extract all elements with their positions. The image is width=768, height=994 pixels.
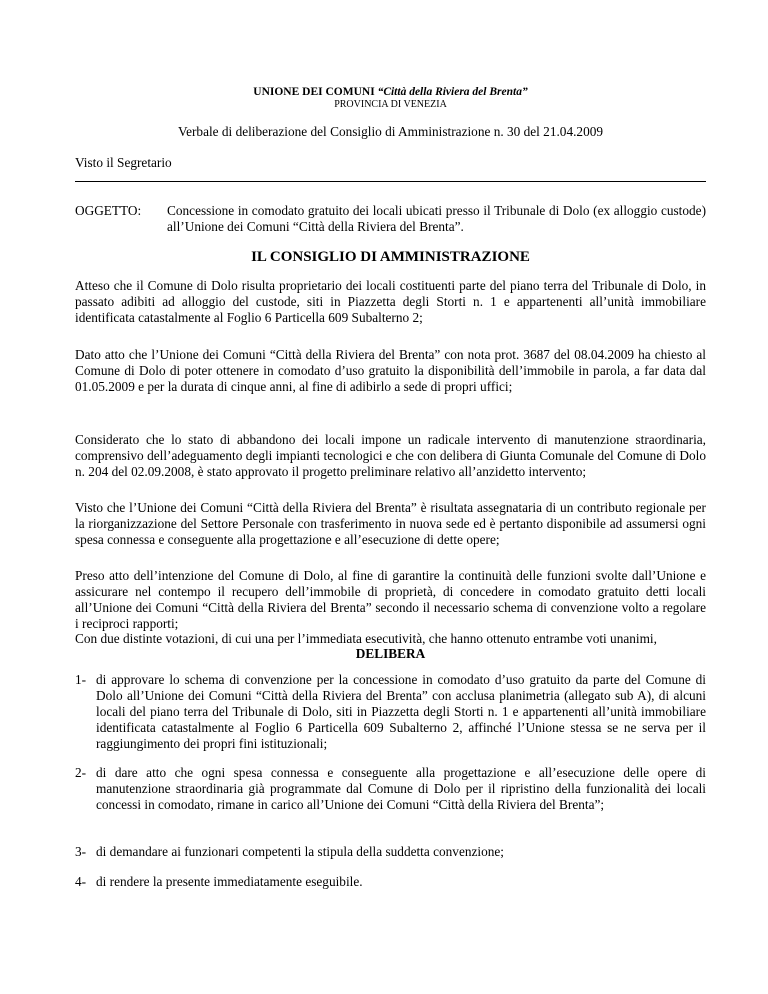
council-title: IL CONSIGLIO DI AMMINISTRAZIONE bbox=[251, 249, 530, 265]
oggetto-text: Concessione in comodato gratuito dei locali ubicati presso il Tribunale di Dolo (ex alloggio custode) all’Unione dei Comuni “Città della Riviera del Brenta”. bbox=[167, 203, 706, 234]
list-item-text: di dare atto che ogni spesa connessa e conseguente alla progettazione e all’esecuzione delle opere di manutenzione straordinaria già programmate dal Comune di Dolo per il ripristino della funzionalità dei locali concessi in comodato, rimane in carico all’Unione dei Comuni “Città della Riviera del Brenta”; bbox=[96, 765, 706, 812]
verbale-line: Verbale di deliberazione del Consiglio di Amministrazione n. 30 del 21.04.2009 bbox=[177, 124, 604, 139]
list-item-text: di demandare ai funzionari competenti la stipula della suddetta convenzione; bbox=[96, 844, 504, 859]
list-item-number: 1- bbox=[75, 672, 87, 687]
list-item-number: 3- bbox=[75, 844, 87, 859]
horizontal-rule bbox=[75, 181, 706, 182]
visto-segretario: Visto il Segretario bbox=[75, 155, 172, 170]
paragraph-considerato: Considerato che lo stato di abbandono dei locali impone un radicale intervento di manutenzione straordinaria, comprensivo dell’adeguamento degli impianti tecnologici e che con delibera di Giunta Comunale del Comune di Dolo n. 204 del 02.09.2008, è stato approvato il progetto preliminare relativo all’anzidetto intervento; bbox=[75, 432, 706, 479]
list-item-text: di rendere la presente immediatamente eseguibile. bbox=[96, 874, 363, 889]
paragraph-dato-atto: Dato atto che l’Unione dei Comuni “Città della Riviera del Brenta” con nota prot. 3687 del 08.04.2009 ha chiesto al Comune di Dolo di poter ottenere in comodato d’uso gratuito la disponibilità dell’immobile in parola, a far data dal 01.05.2009 e per la durata di cinque anni, al fine di adibirlo a sede di propri uffici; bbox=[75, 347, 706, 394]
delibera-heading: DELIBERA bbox=[355, 646, 426, 661]
province-subheading: PROVINCIA DI VENEZIA bbox=[334, 99, 447, 110]
paragraph-atteso: Atteso che il Comune di Dolo risulta proprietario dei locali costituenti parte del piano terra del Tribunale di Dolo, in passato adibiti ad alloggio del custode, siti in Piazzetta degli Storti n. 1 e appartenenti all’unità immobiliare identificata catastalmente al Foglio 6 Particella 609 Subalterno 2; bbox=[75, 278, 706, 325]
list-item-text: di approvare lo schema di convenzione per la concessione in comodato d’uso gratuito da parte del Comune di Dolo all’Unione dei Comuni “Città della Riviera del Brenta” con acclusa planimetria (allegato sub A), di alcuni locali del piano terra del Tribunale di Dolo, siti in Piazzetta degli Storti n. 1 e appartenenti all’unità immobiliare identificata catastalmente al Foglio 6 Particella 609 Subalterno 2, affinché l’Unione stessa se ne serva per il raggiungimento dei propri fini istituzionali; bbox=[96, 672, 706, 751]
list-item-number: 2- bbox=[75, 765, 87, 780]
list-item-number: 4- bbox=[75, 874, 87, 889]
union-name: UNIONE DEI COMUNI bbox=[253, 86, 375, 98]
paragraph-votazioni: Con due distinte votazioni, di cui una per l’immediata esecutività, che hanno ottenuto entrambe voti unanimi, bbox=[75, 631, 657, 646]
paragraph-visto-che: Visto che l’Unione dei Comuni “Città della Riviera del Brenta” è risultata assegnataria di un contributo regionale per la riorganizzazione del Settore Personale con trasferimento in nuova sede ed è pertanto disponibile ad assumersi ogni spesa connessa e conseguente alla progettazione e all’esecuzione di dette opere; bbox=[75, 500, 706, 547]
union-quote: “Città della Riviera del Brenta” bbox=[377, 86, 528, 98]
oggetto-label: OGGETTO: bbox=[75, 203, 142, 218]
paragraph-preso-atto: Preso atto dell’intenzione del Comune di Dolo, al fine di garantire la continuità delle funzioni svolte dall’Unione e assicurare nel contempo il recupero dell’immobile di proprietà, di concedere in comodato gratuito detti locali all’Unione dei Comuni “Città della Riviera del Brenta” secondo il necessario schema di convenzione volto a regolare i reciproci rapporti; bbox=[75, 568, 706, 631]
